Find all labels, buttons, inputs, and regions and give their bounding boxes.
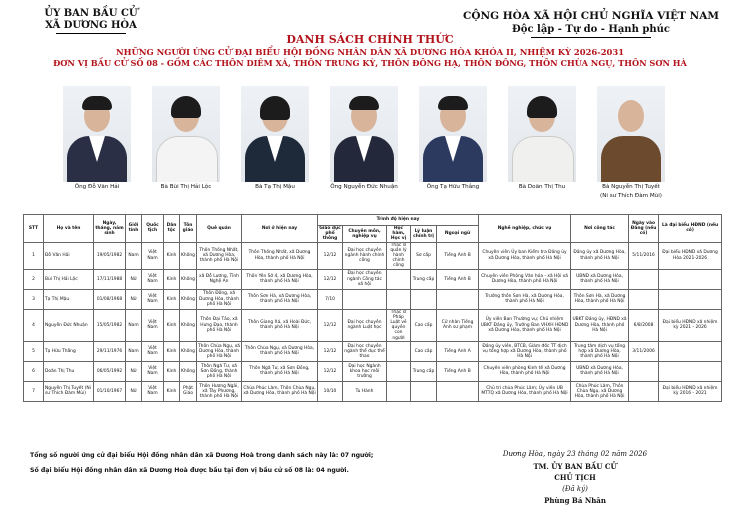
table-cell: Doãn Thị Thu [44, 361, 94, 381]
table-cell: Thạc sĩ quản lý hành chính công [387, 242, 411, 269]
table-cell [629, 289, 659, 309]
candidate-photo [152, 86, 220, 182]
signer-name: Phùng Bá Nhân [544, 496, 606, 505]
table-cell: Thôn Thống Nhất, xã Dương Hòa, thành phố Hà Nội [242, 242, 318, 269]
col-header: STT [24, 215, 44, 243]
col-header: Dân tộc [164, 215, 180, 243]
table-cell: Việt Nam [142, 289, 164, 309]
table-cell: Đại học chuyên ngành hành chính công [343, 242, 387, 269]
table-cell [387, 341, 411, 361]
table-cell: xã Đỗ Lương, Tỉnh Nghệ An [197, 269, 242, 289]
table-cell: 7 [24, 381, 44, 401]
table-cell: Không [180, 242, 197, 269]
candidate-photo [63, 86, 131, 182]
table-cell: Tạ Hữu Thắng [44, 341, 94, 361]
table-cell: 01/10/1967 [94, 381, 126, 401]
table-cell: Trung tâm dịch vụ tổng hợp xã Dương Hòa, thành phố Hà Nội [571, 341, 629, 361]
table-cell: Bùi Thị Hải Lộc [44, 269, 94, 289]
table-row [24, 361, 722, 381]
table-cell: Việt Nam [142, 381, 164, 401]
table-cell: UBKT Đảng ủy, HĐND xã Dương Hòa, thành phố Hà Nội [571, 309, 629, 341]
candidate-photo [597, 86, 665, 182]
table-cell: 10/10 [318, 381, 343, 401]
table-cell: 12/12 [318, 361, 343, 381]
col-header: Lý luận chính trị [411, 226, 437, 243]
col-header: Tôn giáo [180, 215, 197, 243]
candidate-caption: Ông Nguyễn Đức Nhuận [330, 184, 398, 190]
signing-organization: TM. ỦY BAN BẦU CỬ [533, 461, 617, 471]
candidate-card [493, 86, 591, 191]
table-cell: Không [180, 289, 197, 309]
table-cell: Thôn Ngã Tư, xã Sơn Đồng, thành phố Hà Nội [242, 361, 318, 381]
table-cell [659, 361, 722, 381]
table-cell: 3/11/2006 [629, 341, 659, 361]
table-cell [437, 289, 479, 309]
col-header: Ngày vào Đảng (nếu có) [629, 215, 659, 243]
col-header: Họ và tên [44, 215, 94, 243]
signed-note: (Đã ký) [562, 484, 588, 493]
table-cell: Kinh [164, 361, 180, 381]
table-cell: Chuyên viên Phòng Văn hóa - xã Hội xã Dương Hòa, thành phố Hà Nội [479, 269, 571, 289]
table-cell: Việt Nam [142, 269, 164, 289]
country-name: CỘNG HÒA XÃ HỘI CHỦ NGHĨA VIỆT NAM [463, 10, 719, 22]
col-header: Quốc tịch [142, 215, 164, 243]
document-titles [0, 33, 740, 69]
table-cell: Phật Giáo [180, 381, 197, 401]
table-cell: 5/11/2016 [629, 242, 659, 269]
col-header: Giáo dục phổ thông [319, 226, 341, 242]
table-cell: 17/11/1988 [94, 269, 126, 289]
table-cell: Nam [126, 242, 142, 269]
table-cell: Đảng ủy xã Dương Hòa, thành phố Hà Nội [571, 242, 629, 269]
candidate-caption: Bà Tạ Thị Mậu [255, 184, 295, 190]
table-cell [659, 341, 722, 361]
col-header: Nơi công tác [571, 215, 629, 243]
candidate-caption: Ông Đỗ Văn Hải [74, 184, 120, 190]
table-cell: Chuyên viên phòng Kinh tế xã Dương Hòa, thành phố Hà Nội [479, 361, 571, 381]
table-row [24, 242, 722, 269]
candidate-caption: Ông Tạ Hữu Thắng [426, 184, 480, 190]
candidate-caption-religious-name: (Ni sư Thích Đàm Mùi) [600, 193, 662, 199]
table-cell [629, 361, 659, 381]
table-cell [387, 381, 411, 401]
table-cell [387, 289, 411, 309]
table-cell: Đại học Ngành khoa học môi trường [343, 361, 387, 381]
candidate-card [582, 86, 680, 200]
table-cell: Thôn Yên Sở 4, xã Dương Hòa, thành phố Hà Nội [242, 269, 318, 289]
candidate-photo [419, 86, 487, 182]
table-cell: Đại học chuyên ngành Công tác xã hội [343, 269, 387, 289]
table-cell: Trung cấp [411, 269, 437, 289]
issuer-line-2: XÃ DƯƠNG HÒA [45, 20, 137, 31]
col-header: Chuyên môn, nghiệp vụ [343, 226, 387, 243]
table-cell: Không [180, 361, 197, 381]
candidates-table [23, 214, 722, 402]
table-cell: Thôn Hương Ngải, xã Tây Phương, thành phố Hà Nội [197, 381, 242, 401]
table-cell: Thôn Ngã Tư, xã Sơn Đồng, thành phố Hà Nội [197, 361, 242, 381]
col-header: Nghề nghiệp, chức vụ [479, 215, 571, 243]
candidate-photo [330, 86, 398, 182]
candidate-card [137, 86, 235, 191]
table-cell: Nguyễn Đức Nhuận [44, 309, 94, 341]
table-cell: Tiếng Anh B [437, 242, 479, 269]
table-cell [629, 269, 659, 289]
candidate-card [404, 86, 502, 191]
table-cell: Thôn Chùa Ngụ, xã Dương Hòa, thành phố Hà Nội [197, 341, 242, 361]
table-cell [659, 289, 722, 309]
candidate-photo [508, 86, 576, 182]
electoral-unit: ĐƠN VỊ BẦU CỬ SỐ 08 - GỒM CÁC THÔN DIÊM XÁ, THÔN TRUNG KỲ, THÔN ĐÔNG HẠ, THÔN ĐÔNG, THÔN CHÙA NGỤ, THÔN SƠN HÀ [53, 58, 687, 68]
table-cell: Nữ [126, 361, 142, 381]
table-cell [629, 381, 659, 401]
signature-block [455, 449, 695, 507]
table-cell: Trung cấp [411, 361, 437, 381]
table-cell: UBND xã Dương Hòa, thành phố Hà Nội [571, 361, 629, 381]
candidate-card [226, 86, 324, 191]
table-cell: 2 [24, 269, 44, 289]
table-cell: Đại biểu HĐND xã Dương Hòa 2021-2026 [659, 242, 722, 269]
table-cell: 29/11/1976 [94, 341, 126, 361]
table-cell: Việt Nam [142, 242, 164, 269]
table-cell: Thạc sĩ Pháp Luật về quyền con người [387, 309, 411, 341]
col-header: Học hàm, Học vị [387, 226, 411, 243]
candidate-photo [241, 86, 309, 182]
col-header: Giới tính [126, 215, 142, 243]
table-cell: Chùa Phúc Lâm, Thôn Chùa Ngụ, xã Dương Hòa, thành phố Hà Nội [242, 381, 318, 401]
candidate-caption: Bà Bùi Thị Hải Lộc [160, 184, 212, 190]
table-row [24, 381, 722, 401]
table-cell: Thôn Chùa Ngụ, xã Dương Hòa, thành phố Hà Nội [242, 341, 318, 361]
table-cell: Kinh [164, 381, 180, 401]
table-cell: Nam [126, 309, 142, 341]
table-cell: Tu Hành [343, 381, 387, 401]
table-cell: Không [180, 341, 197, 361]
table-cell: Kinh [164, 289, 180, 309]
table-cell: Đại biểu HĐND xã nhiệm kỳ 2021 - 2026 [659, 309, 722, 341]
candidate-caption: Bà Nguyễn Thị Tuyết [602, 184, 660, 190]
table-cell: Kinh [164, 242, 180, 269]
table-cell: Kinh [164, 341, 180, 361]
table-cell: Cử nhân Tiếng Anh sư phạm [437, 309, 479, 341]
document-subtitle: NHỮNG NGƯỜI ỨNG CỬ ĐẠI BIỂU HỘI ĐỒNG NHÂN DÂN XÃ DƯƠNG HÒA KHÓA II, NHIỆM KỲ 2026-2031 [115, 47, 625, 57]
col-header: Là đại biểu HĐND (nếu có) [659, 215, 722, 243]
table-cell: 4 [24, 309, 44, 341]
table-cell: 01/08/1968 [94, 289, 126, 309]
table-cell: 6/8/2008 [629, 309, 659, 341]
table-cell: 12/12 [318, 269, 343, 289]
table-row [24, 269, 722, 289]
table-cell: Tiếng Anh B [437, 269, 479, 289]
table-cell: Cao cấp [411, 309, 437, 341]
signing-date: Dương Hòa, ngày 23 tháng 02 năm 2026 [502, 450, 648, 458]
col-header: Nơi ở hiện nay [242, 215, 318, 243]
table-cell: Thôn Sơn Hà, xã Dương Hòa, thành phố Hà Nội [571, 289, 629, 309]
table-cell [343, 289, 387, 309]
table-cell: Đại biểu HĐND xã nhiệm kỳ 2016 - 2021 [659, 381, 722, 401]
table-cell: Đại học chuyên ngành Luật học [343, 309, 387, 341]
table-cell: Kinh [164, 309, 180, 341]
table-cell: 12/12 [318, 309, 343, 341]
table-cell: Trưởng thôn Sơn Hà, xã Dương Hòa, thành phố Hà Nội [479, 289, 571, 309]
table-cell: Thôn Đại Tảo, xã Hưng Đạo, thành phố Hà Nội [197, 309, 242, 341]
motto: Độc lập - Tự do - Hạnh phúc [512, 24, 670, 35]
table-row [24, 309, 722, 341]
table-cell: Tạ Thị Mậu [44, 289, 94, 309]
table-cell: 7/10 [318, 289, 343, 309]
table-cell: 12/12 [318, 341, 343, 361]
elected-seats-note: Số đại biểu Hội đồng nhân dân xã Dương Hoà được bầu tại đơn vị bầu cử số 08 là: 04 người. [30, 467, 349, 474]
table-cell [387, 361, 411, 381]
table-cell: Cao cấp [411, 341, 437, 361]
table-cell: 6 [24, 361, 44, 381]
table-cell: Thôn Giang Xá, xã Hoài Đức, thành phố Hà Nội [242, 309, 318, 341]
summary-notes [30, 448, 373, 478]
table-cell: Nữ [126, 381, 142, 401]
col-header: Quê quán [197, 215, 242, 243]
table-cell: Không [180, 309, 197, 341]
col-header: Ngoại ngữ [437, 226, 479, 243]
issuer-block [16, 8, 166, 34]
table-cell: 12/12 [318, 242, 343, 269]
table-cell [411, 289, 437, 309]
table-cell: Tiếng Anh B [437, 361, 479, 381]
table-header-row [24, 215, 722, 226]
table-cell [411, 381, 437, 401]
col-group-header: Trình độ hiện nay [318, 215, 479, 226]
table-cell: 06/05/1992 [94, 361, 126, 381]
table-cell: Kinh [164, 269, 180, 289]
candidate-card [48, 86, 146, 191]
table-cell: Việt Nam [142, 361, 164, 381]
table-cell: UBND xã Dương Hòa, thành phố Hà Nội [571, 269, 629, 289]
table-cell [387, 269, 411, 289]
candidate-caption: Bà Doãn Thị Thu [518, 184, 566, 190]
total-candidates-note: Tổng số người ứng cử đại biểu Hội đồng nhân dân xã Dương Hoà trong danh sách này là: 07 người; [30, 452, 374, 459]
table-row [24, 289, 722, 309]
table-cell: Không [180, 269, 197, 289]
table-cell: Nam [126, 341, 142, 361]
col-header: Ngày, tháng, năm sinh [94, 215, 126, 243]
table-cell: Việt Nam [142, 341, 164, 361]
candidate-portraits [48, 86, 668, 208]
table-cell: Thôn Đông, xã Dương Hòa, thành phố Hà Nội [197, 289, 242, 309]
table-cell: 3 [24, 289, 44, 309]
table-cell: Đảng ủy viên, BTCB, Giám đốc TT dịch vụ tổng hợp xã Dương Hòa, thành phố Hà Nội [479, 341, 571, 361]
candidate-card [315, 86, 413, 191]
table-cell: 19/05/1982 [94, 242, 126, 269]
table-cell: Thôn Thống Nhất, xã Dương Hòa, thành phố Hà Nội [197, 242, 242, 269]
table-cell: Ủy viên Ban Thường vụ; Chủ nhiệm UBKT Đảng ủy, Trưởng Ban VHXH HĐND xã Dương Hòa, thành phố Hà Nội [479, 309, 571, 341]
table-cell: Đại học chuyên ngành thể dục thể thao [343, 341, 387, 361]
table-cell: Nữ [126, 269, 142, 289]
table-cell: Đỗ Văn Hải [44, 242, 94, 269]
table-cell: Chùa Phúc Lâm, Thôn Chùa Ngụ, xã Dương Hòa, thành phố Hà Nội [571, 381, 629, 401]
document-title: DANH SÁCH CHÍNH THỨC [286, 33, 454, 46]
table-cell: Nữ [126, 289, 142, 309]
table-cell: Chuyên viên Ủy ban Kiểm tra Đảng ủy xã Dương Hòa, thành phố Hà Nội [479, 242, 571, 269]
signing-role: CHỦ TỊCH [554, 473, 596, 482]
table-cell: Sơ cấp [411, 242, 437, 269]
table-cell: Nguyễn Thị Tuyết (Ni sư Thích Đàm Mùi) [44, 381, 94, 401]
table-cell [659, 269, 722, 289]
table-cell: Thôn Sơn Hà, xã Dương Hòa, thành phố Hà Nội [242, 289, 318, 309]
table-cell: 15/05/1982 [94, 309, 126, 341]
table-cell: 5 [24, 341, 44, 361]
table-cell: Việt Nam [142, 309, 164, 341]
table-cell: 1 [24, 242, 44, 269]
table-row [24, 341, 722, 361]
table-cell [437, 381, 479, 401]
issuer-line-1: ỦY BAN BẦU CỬ [44, 8, 138, 19]
table-cell: Chủ trì chùa Phúc Lâm; Ủy viên UB MTTQ xã Dương Hòa, thành phố Hà Nội [479, 381, 571, 401]
table-cell: Tiếng Anh A [437, 341, 479, 361]
